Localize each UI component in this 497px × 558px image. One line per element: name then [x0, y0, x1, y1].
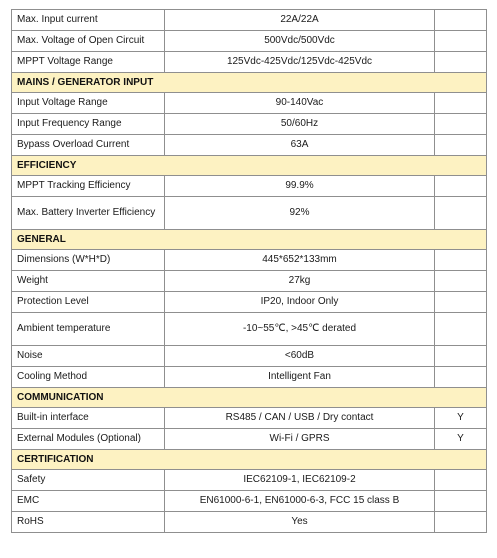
- spec-extra: [435, 31, 487, 52]
- spec-row: [12, 271, 487, 292]
- spec-value: IP20, Indoor Only: [165, 292, 435, 313]
- spec-value: Intelligent Fan: [165, 367, 435, 388]
- spec-label: Input Voltage Range: [12, 93, 165, 114]
- spec-extra: [435, 52, 487, 73]
- spec-value: 63A: [165, 135, 435, 156]
- spec-value: EN61000-6-1, EN61000-6-3, FCC 15 class B: [165, 491, 435, 512]
- spec-value: 50/60Hz: [165, 114, 435, 135]
- spec-extra: [435, 271, 487, 292]
- spec-label: MPPT Voltage Range: [12, 52, 165, 73]
- section-header-row: [12, 73, 487, 93]
- spec-label: EMC: [12, 491, 165, 512]
- spec-table: [11, 9, 487, 533]
- spec-row: [12, 31, 487, 52]
- spec-label: MPPT Tracking Efficiency: [12, 176, 165, 197]
- spec-value: Wi-Fi / GPRS: [165, 429, 435, 450]
- spec-row: [12, 470, 487, 491]
- spec-row: [12, 114, 487, 135]
- spec-extra: [435, 292, 487, 313]
- spec-label: Ambient temperature: [12, 313, 165, 346]
- spec-label: Max. Battery Inverter Efficiency: [12, 197, 165, 230]
- spec-value: 27kg: [165, 271, 435, 292]
- spec-extra: [435, 470, 487, 491]
- section-title: CERTIFICATION: [12, 450, 487, 470]
- spec-extra: [435, 313, 487, 346]
- spec-value: 22A/22A: [165, 10, 435, 31]
- spec-row: [12, 429, 487, 450]
- spec-row: [12, 176, 487, 197]
- spec-label: Built-in interface: [12, 408, 165, 429]
- spec-label: Safety: [12, 470, 165, 491]
- spec-row: [12, 346, 487, 367]
- spec-value: 90-140Vac: [165, 93, 435, 114]
- spec-label: Bypass Overload Current: [12, 135, 165, 156]
- spec-row: [12, 512, 487, 533]
- spec-row: [12, 367, 487, 388]
- spec-value: 92%: [165, 197, 435, 230]
- spec-row: [12, 491, 487, 512]
- section-title: GENERAL: [12, 230, 487, 250]
- spec-extra: Y: [435, 429, 487, 450]
- spec-extra: [435, 197, 487, 230]
- spec-label: Input Frequency Range: [12, 114, 165, 135]
- spec-label: Cooling Method: [12, 367, 165, 388]
- spec-value: RS485 / CAN / USB / Dry contact: [165, 408, 435, 429]
- spec-value: Yes: [165, 512, 435, 533]
- spec-label: Noise: [12, 346, 165, 367]
- spec-label: Weight: [12, 271, 165, 292]
- spec-label: Max. Input current: [12, 10, 165, 31]
- spec-label: RoHS: [12, 512, 165, 533]
- section-header-row: [12, 388, 487, 408]
- spec-row: [12, 197, 487, 230]
- spec-extra: Y: [435, 408, 487, 429]
- spec-extra: [435, 114, 487, 135]
- spec-value: 99.9%: [165, 176, 435, 197]
- spec-extra: [435, 176, 487, 197]
- spec-row: [12, 10, 487, 31]
- spec-extra: [435, 367, 487, 388]
- spec-row: [12, 93, 487, 114]
- section-header-row: [12, 156, 487, 176]
- spec-extra: [435, 135, 487, 156]
- spec-row: [12, 250, 487, 271]
- spec-extra: [435, 346, 487, 367]
- section-header-row: [12, 230, 487, 250]
- section-title: MAINS / GENERATOR INPUT: [12, 73, 487, 93]
- spec-value: -10~55℃, >45℃ derated: [165, 313, 435, 346]
- spec-row: [12, 292, 487, 313]
- spec-row: [12, 313, 487, 346]
- spec-extra: [435, 512, 487, 533]
- spec-row: [12, 408, 487, 429]
- spec-value: 500Vdc/500Vdc: [165, 31, 435, 52]
- spec-label: External Modules (Optional): [12, 429, 165, 450]
- spec-value: 445*652*133mm: [165, 250, 435, 271]
- spec-label: Max. Voltage of Open Circuit: [12, 31, 165, 52]
- section-title: EFFICIENCY: [12, 156, 487, 176]
- spec-value: 125Vdc-425Vdc/125Vdc-425Vdc: [165, 52, 435, 73]
- section-title: COMMUNICATION: [12, 388, 487, 408]
- spec-value: <60dB: [165, 346, 435, 367]
- spec-label: Dimensions (W*H*D): [12, 250, 165, 271]
- spec-extra: [435, 491, 487, 512]
- spec-table-body: [12, 10, 487, 533]
- spec-label: Protection Level: [12, 292, 165, 313]
- spec-value: IEC62109-1, IEC62109-2: [165, 470, 435, 491]
- section-header-row: [12, 450, 487, 470]
- spec-extra: [435, 10, 487, 31]
- spec-row: [12, 52, 487, 73]
- spec-extra: [435, 93, 487, 114]
- spec-extra: [435, 250, 487, 271]
- spec-row: [12, 135, 487, 156]
